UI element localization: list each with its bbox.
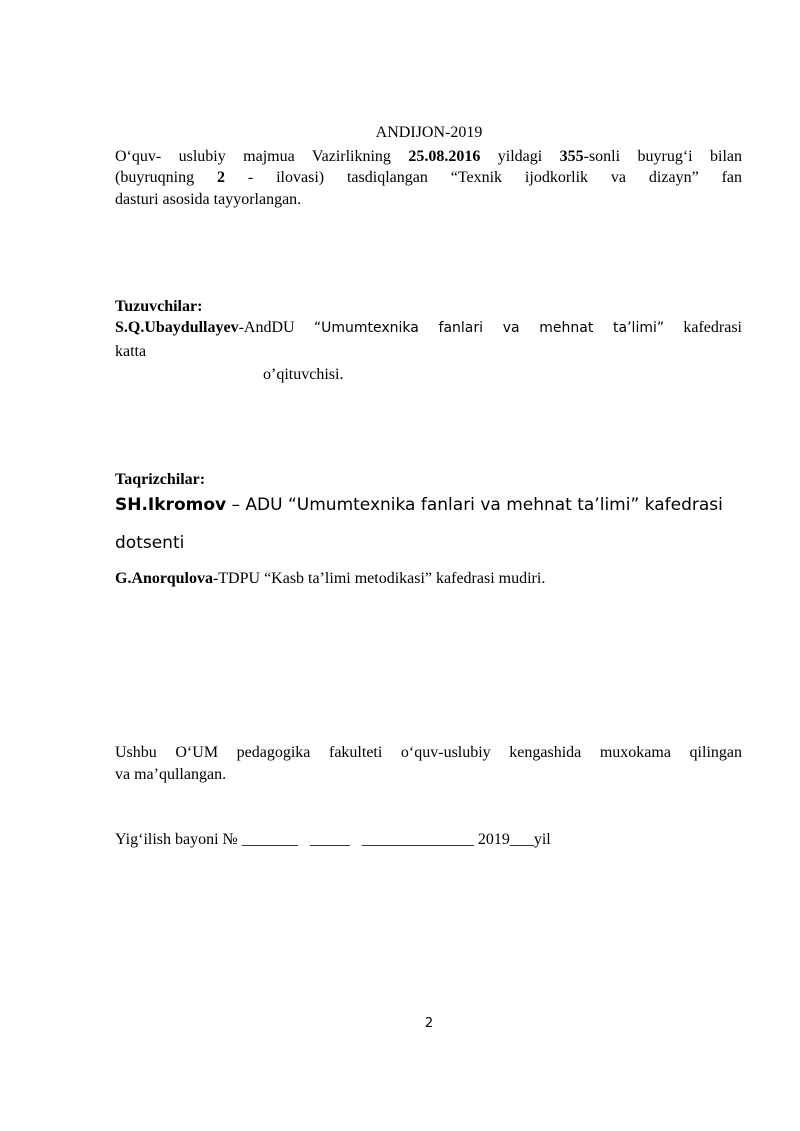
city-year-title: ANDIJON-2019 xyxy=(375,124,483,141)
page-number: 2 xyxy=(424,1016,434,1031)
intro-line-1: O‘quv- uslubiy majmua Vazirlikning 25.08.2016 yildagi 355-sonli buyrug‘i bilan xyxy=(115,148,742,165)
reviewer-2-name: G.Anorqulova xyxy=(115,570,213,587)
reviewer-1-name: SH.Ikromov xyxy=(115,495,227,515)
authors-heading: Tuzuvchilar: xyxy=(115,298,203,315)
author-1-line-3: o’qituvchisi. xyxy=(263,366,344,383)
reviewer-1-line-2: dotsenti xyxy=(115,533,185,553)
approval-line-2: va ma’qullangan. xyxy=(115,766,227,783)
approval-line-1: Ushbu O‘UM pedagogika fakulteti o‘quv-uslubiy kengashida muxokama qilingan xyxy=(115,744,742,761)
reviewers-heading: Taqrizchilar: xyxy=(115,471,206,488)
author-1-line: S.Q.Ubaydullayev-AndDU “Umumtexnika fanlari va mehnat ta’limi” kafedrasi xyxy=(115,319,743,336)
author-1-line-2: katta xyxy=(115,343,147,360)
reviewer-2-line: G.Anorqulova-TDPU “Kasb ta’limi metodikasi” kafedrasi mudiri. xyxy=(115,570,546,587)
intro-line-2: (buyruqning 2 - ilovasi) tasdiqlangan “Texnik ijodkorlik va dizayn” fan xyxy=(115,169,742,186)
author-1-name: S.Q.Ubaydullayev xyxy=(115,319,239,336)
minutes-line: Yig‘ilish bayoni № _______ _____ ______________ 2019___yil xyxy=(115,831,551,848)
reviewer-1-line: SH.Ikromov – ADU “Umumtexnika fanlari va mehnat ta’limi” kafedrasi xyxy=(115,495,723,515)
intro-line-3: dasturi asosida tayyorlangan. xyxy=(115,191,302,208)
